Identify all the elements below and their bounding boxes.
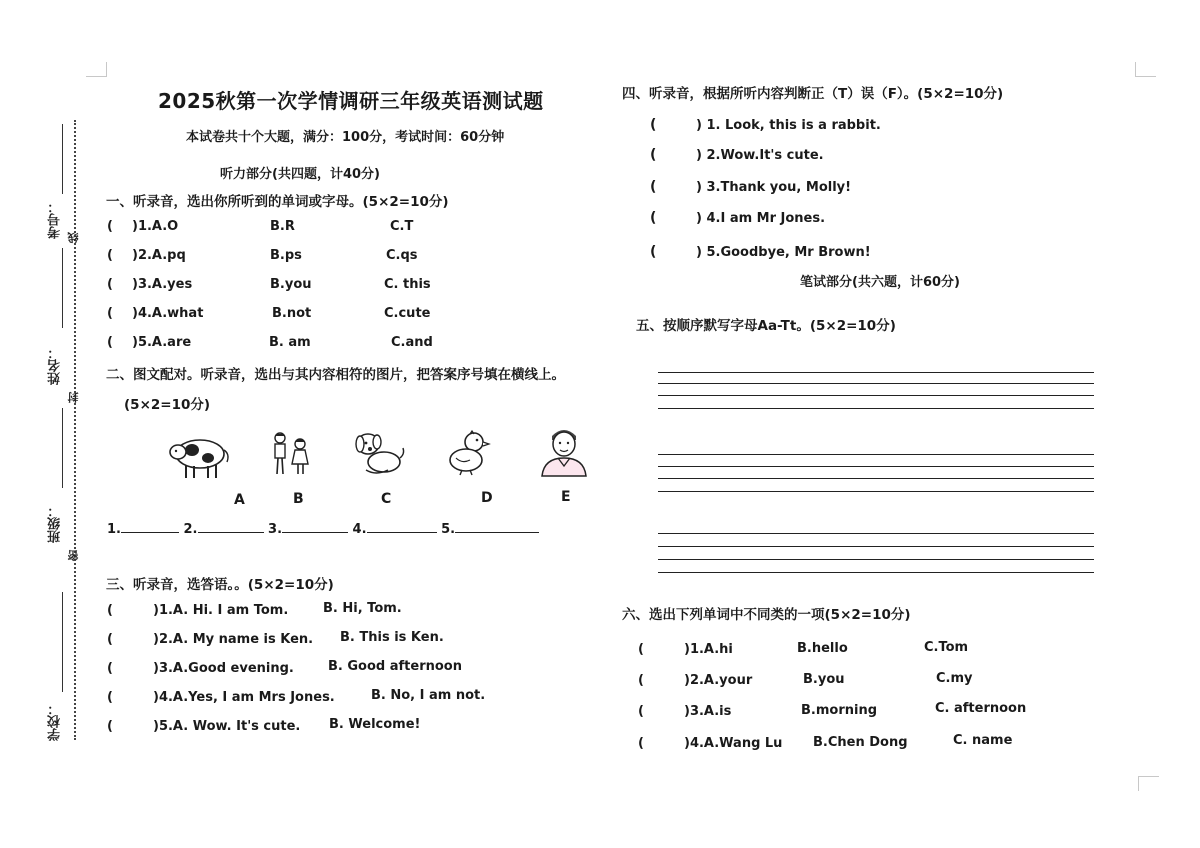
picture-label-c: C	[381, 491, 392, 507]
option-a: )2.A.your	[684, 673, 753, 688]
picture-label-e: E	[561, 489, 571, 505]
option-b: B. Welcome!	[329, 717, 421, 732]
answer-paren[interactable]: (	[107, 690, 113, 705]
section6-title: 六、选出下列单词中不同类的一项(5×2=10分)	[622, 607, 911, 623]
exam-info: 本试卷共十个大题，满分：100分，考试时间：60分钟	[186, 130, 505, 145]
option-b: B. Good afternoon	[328, 659, 462, 674]
writing-line	[658, 491, 1094, 492]
writing-line	[658, 478, 1094, 479]
option-b: B. No, I am not.	[371, 688, 486, 703]
option-c: C.my	[936, 671, 973, 686]
option-b: B.not	[272, 306, 312, 321]
name-rule	[62, 248, 63, 328]
blank-number: 4.	[352, 522, 367, 537]
crop-mark	[86, 62, 107, 77]
listening-part-heading: 听力部分(共四题，计40分)	[220, 167, 380, 182]
name-label: 姓名：	[48, 346, 63, 385]
option-c: C. afternoon	[935, 701, 1027, 716]
crop-mark	[1138, 776, 1159, 791]
writing-line	[658, 395, 1094, 396]
statement: ) 1. Look, this is a rabbit.	[696, 118, 881, 133]
writing-line	[658, 572, 1094, 573]
line-label: 线	[67, 232, 80, 243]
picture-label-d: D	[481, 490, 493, 506]
answer-paren[interactable]: (	[638, 704, 644, 719]
blank-number: 1.	[107, 522, 121, 537]
written-part-heading: 笔试部分(共六题，计60分)	[800, 275, 960, 290]
answer-paren[interactable]: (	[107, 248, 113, 263]
option-c: C.Tom	[924, 640, 969, 655]
writing-line	[658, 372, 1094, 373]
option-b: B. Hi, Tom.	[323, 601, 402, 616]
answer-paren[interactable]: (	[107, 719, 113, 734]
exam-no-label: 考号：	[48, 200, 63, 239]
answer-paren[interactable]: (	[650, 179, 657, 195]
option-a: )2.A.pq	[132, 248, 186, 263]
section2-title: 二、图文配对。听录音，选出与其内容相符的图片，把答案序号填在横线上。	[106, 367, 565, 383]
option-b: B.ps	[270, 248, 302, 263]
school-label: 学校：	[48, 702, 63, 741]
blank-number: 5.	[441, 522, 456, 537]
option-c: C.cute	[384, 306, 431, 321]
option-a: )4.A.what	[132, 306, 204, 321]
option-b: B. This is Ken.	[340, 630, 444, 645]
section3-title: 三、听录音，选答语。。(5×2=10分)	[106, 577, 334, 593]
writing-line	[658, 546, 1094, 547]
option-b: B.you	[803, 672, 845, 687]
option-b: B.hello	[797, 641, 848, 656]
man-icon	[536, 424, 592, 476]
option-a: )1.A. Hi. I am Tom.	[153, 603, 289, 618]
answer-blank[interactable]	[121, 518, 179, 533]
option-a: )1.A.O	[132, 219, 179, 234]
section1-title: 一、听录音，选出你所听到的单词或字母。(5×2=10分)	[106, 194, 449, 210]
cow-icon	[168, 432, 232, 482]
option-c: C.qs	[386, 248, 418, 263]
statement: ) 4.I am Mr Jones.	[696, 211, 826, 226]
answer-paren[interactable]: (	[638, 642, 644, 657]
answer-paren[interactable]: (	[650, 147, 657, 163]
answer-blank[interactable]	[198, 518, 264, 533]
class-label: 班级：	[48, 504, 63, 543]
section2-score: (5×2=10分)	[124, 397, 211, 413]
statement: ) 5.Goodbye, Mr Brown!	[696, 245, 871, 260]
writing-line	[658, 533, 1094, 534]
picture-label-b: B	[293, 491, 304, 507]
dog-icon	[354, 430, 406, 478]
school-rule	[62, 592, 63, 692]
answer-paren[interactable]: (	[638, 673, 644, 688]
secret-label: 密	[67, 550, 80, 561]
option-a: )3.A.Good evening.	[153, 661, 294, 676]
writing-line	[658, 466, 1094, 467]
class-rule	[62, 408, 63, 488]
option-a: )1.A.hi	[684, 642, 733, 657]
answer-paren[interactable]: (	[107, 603, 113, 618]
statement: ) 2.Wow.It's cute.	[696, 148, 824, 163]
writing-line	[658, 408, 1094, 409]
section4-title: 四、听录音，根据所听内容判断正（T）误（F）。(5×2=10分)	[622, 86, 1004, 102]
writing-line	[658, 559, 1094, 560]
option-a: )5.A.are	[132, 335, 192, 350]
answer-paren[interactable]: (	[107, 277, 113, 292]
option-b: B. am	[269, 335, 311, 350]
children-icon	[268, 428, 312, 482]
writing-line	[658, 383, 1094, 384]
answer-paren[interactable]: (	[107, 632, 113, 647]
blank-number: 3.	[268, 522, 283, 537]
option-a: )4.A.Yes, I am Mrs Jones.	[153, 690, 335, 705]
option-a: )5.A. Wow. It's cute.	[153, 719, 301, 734]
option-c: C.T	[390, 219, 414, 234]
answer-blank[interactable]	[455, 518, 539, 533]
answer-paren[interactable]: (	[650, 210, 657, 226]
option-a: )2.A. My name is Ken.	[153, 632, 314, 647]
option-b: B.Chen Dong	[813, 735, 908, 750]
blank-number: 2.	[183, 522, 198, 537]
statement: ) 3.Thank you, Molly!	[696, 180, 852, 195]
answer-paren[interactable]: (	[107, 335, 113, 350]
option-b: B.you	[270, 277, 312, 292]
exam-title: 2025秋第一次学情调研三年级英语测试题	[158, 89, 544, 113]
answer-blank[interactable]	[367, 518, 437, 533]
option-a: )3.A.is	[684, 704, 732, 719]
answer-blank-row	[107, 518, 539, 537]
seal-label: 封	[67, 392, 80, 403]
answer-paren[interactable]: (	[107, 219, 113, 234]
answer-paren[interactable]: (	[650, 244, 657, 260]
binding-dotted-line	[74, 120, 76, 740]
picture-label-a: A	[234, 492, 245, 508]
answer-paren[interactable]: (	[107, 306, 113, 321]
crop-mark	[1135, 62, 1156, 77]
answer-blank[interactable]	[282, 518, 348, 533]
option-b: B.morning	[801, 703, 878, 718]
chick-icon	[444, 430, 492, 476]
option-a: )3.A.yes	[132, 277, 193, 292]
option-c: C.and	[391, 335, 433, 350]
section5-title: 五、按顺序默写字母Aa-Tt。(5×2=10分)	[636, 318, 896, 334]
writing-line	[658, 454, 1094, 455]
option-b: B.R	[270, 219, 295, 234]
answer-paren[interactable]: (	[638, 736, 644, 751]
option-a: )4.A.Wang Lu	[684, 736, 783, 751]
answer-paren[interactable]: (	[650, 117, 657, 133]
option-c: C. name	[953, 733, 1013, 748]
answer-paren[interactable]: (	[107, 661, 113, 676]
option-c: C. this	[384, 277, 431, 292]
exam-no-rule	[62, 124, 63, 194]
